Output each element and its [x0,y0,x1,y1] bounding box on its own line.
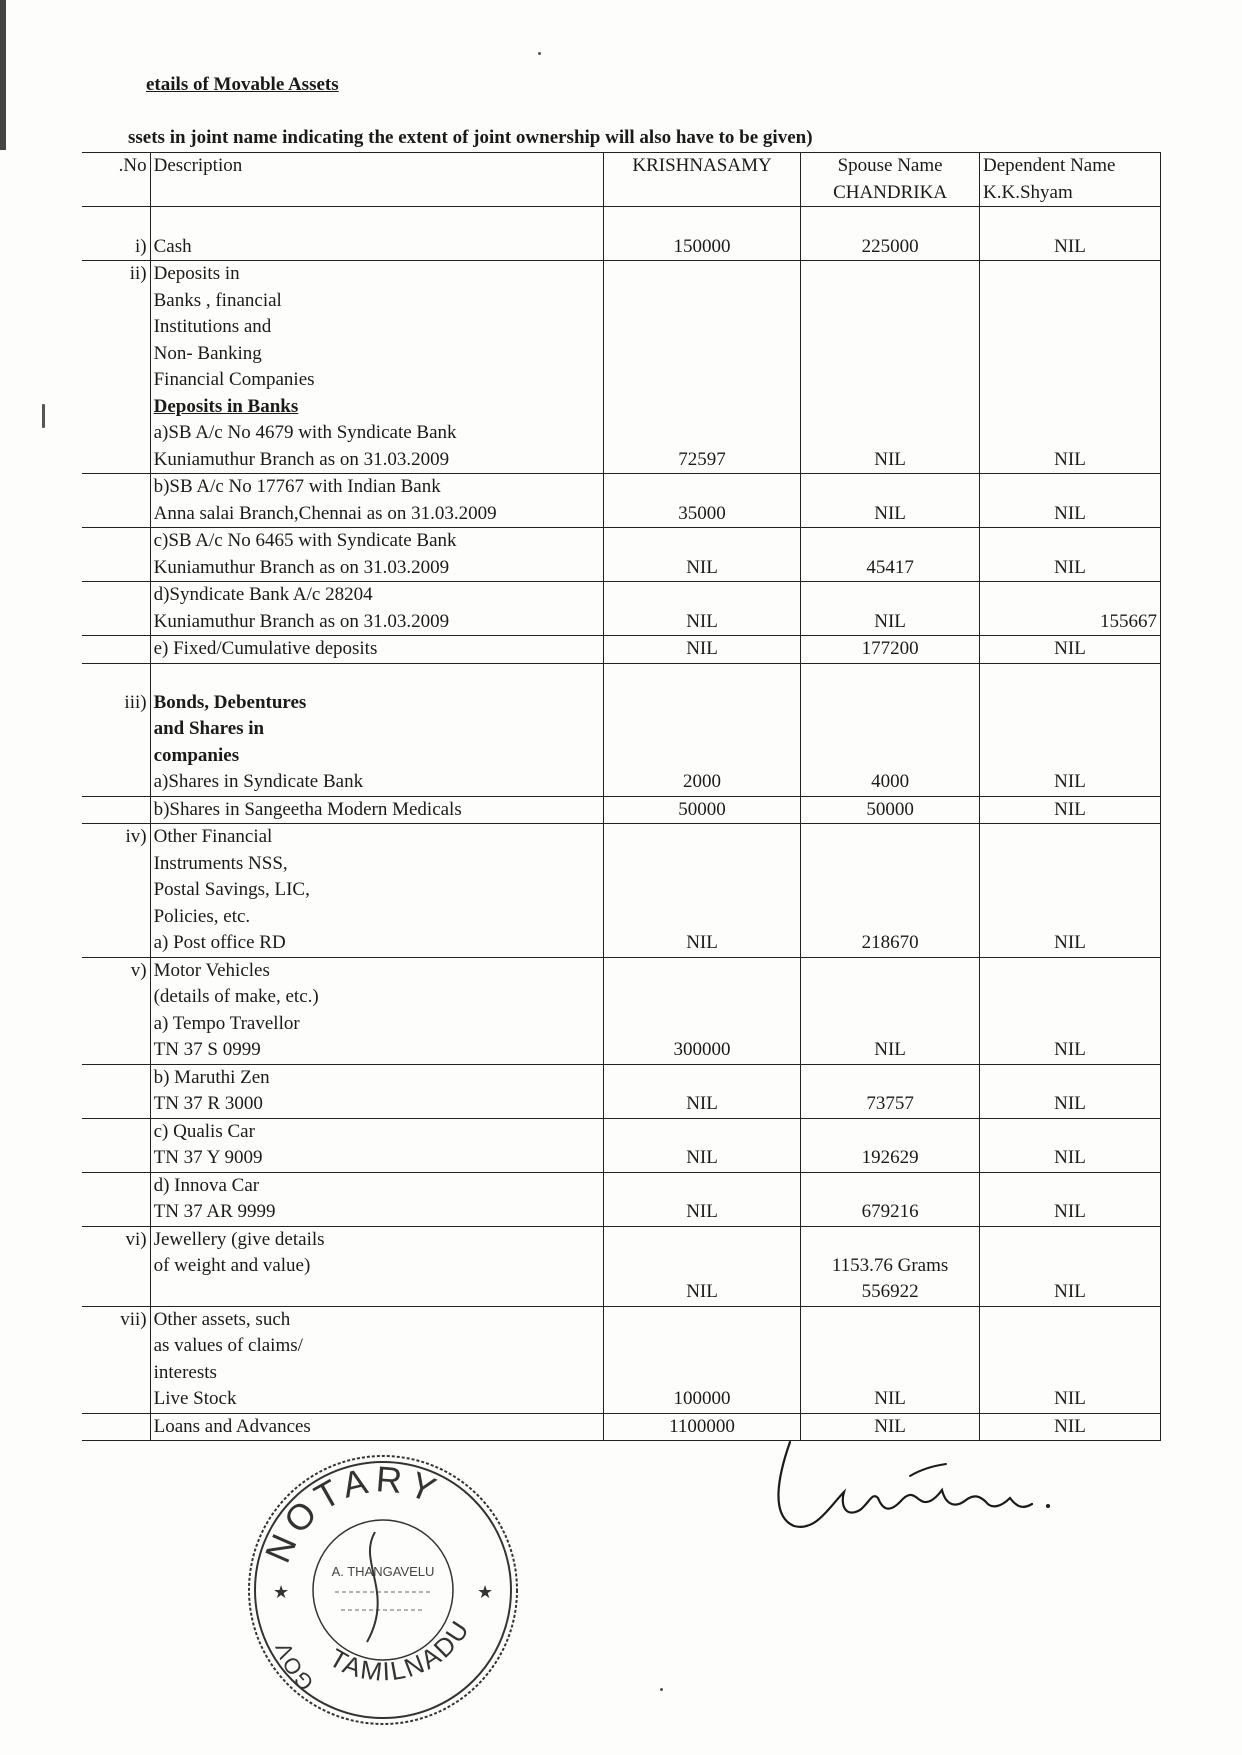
value-spouse: 218670 [801,824,980,958]
desc-line: Deposits in [153,263,240,284]
row-description [150,582,603,636]
section-heading: Bonds, Debentures [153,691,307,713]
desc-line: b)Shares in Sangeetha Modern Medicals [153,798,462,820]
value-declarant: 100000 [603,1306,800,1413]
value-declarant: NIL [603,636,800,664]
row-description [150,1226,603,1306]
row-serial-no [82,1413,150,1441]
desc-line: of weight and value) [153,1255,311,1276]
row-description [150,528,603,582]
desc-line: Instruments NSS, [153,852,288,874]
header-dependent-label: Dependent Name [983,155,1116,176]
value-declarant: NIL [603,1064,800,1118]
row-description [150,474,603,528]
table-row [82,207,1161,261]
row-serial-no [82,636,150,664]
row-serial-no: v) [82,957,150,1064]
movable-assets-table [82,152,1161,1441]
table-row [82,1226,1161,1306]
document-title: etails of Movable Assets [146,74,339,95]
row-description [150,824,603,958]
desc-line: Anna salai Branch,Chennai as on 31.03.2009 [153,502,497,524]
section-heading: and Shares in [153,718,265,739]
stamp-name: A. THANGAVELU [331,1564,435,1579]
value-spouse: 73757 [801,1064,980,1118]
desc-line: Non- Banking [153,342,262,364]
table-row [82,582,1161,636]
row-serial-no [82,1172,150,1226]
desc-line: a) Tempo Travellor [153,1012,300,1034]
table-row [82,1172,1161,1226]
row-serial-no [82,796,150,824]
row-description [150,663,603,796]
scan-edge-mark [0,0,6,150]
value-dependent: NIL [980,1226,1161,1306]
stamp-left-text: GOV [270,1639,319,1696]
row-description [150,1413,603,1441]
row-serial-no: ii) [82,261,150,474]
header-dependent [980,153,1161,207]
stamp-star-icon: ★ [477,1582,494,1602]
value-declarant: 2000 [603,663,800,796]
value-declarant: 35000 [603,474,800,528]
header-spouse-label: Spouse Name [837,155,943,176]
value-declarant: 150000 [603,207,800,261]
value-declarant: 72597 [603,261,800,474]
row-description [150,1064,603,1118]
value-spouse: 4000 [801,663,980,796]
jewellery-value: 556922 [861,1281,919,1302]
row-serial-no: vi) [82,1226,150,1306]
table-row [82,528,1161,582]
row-description [150,636,603,664]
value-dependent: NIL [980,1064,1161,1118]
header-dependent-name: K.K.Shyam [983,181,1073,203]
value-declarant: NIL [603,528,800,582]
document-subtitle: ssets in joint name indicating the extent of joint ownership will also have to be given) [128,127,813,148]
value-dependent: NIL [980,636,1161,664]
desc-line: c)SB A/c No 6465 with Syndicate Bank [153,530,457,551]
table-row [82,824,1161,958]
desc-line: Postal Savings, LIC, [153,879,310,900]
row-serial-no: iii) [82,663,150,796]
section-heading: companies [153,744,240,766]
table-row [82,1118,1161,1172]
table-row [82,636,1161,664]
value-spouse: 225000 [801,207,980,261]
value-declarant: NIL [603,1118,800,1172]
value-declarant: NIL [603,1226,800,1306]
table-row [82,1064,1161,1118]
value-dependent: NIL [980,1413,1161,1441]
notary-stamp [245,1452,521,1728]
desc-line: b) Maruthi Zen [153,1066,270,1088]
desc-line: a)Shares in Syndicate Bank [153,771,364,792]
value-dependent: NIL [980,957,1161,1064]
value-spouse: NIL [801,1306,980,1413]
desc-line: c) Qualis Car [153,1120,255,1142]
desc-line: Jewellery (give details [153,1228,325,1250]
desc-line: a)SB A/c No 4679 with Syndicate Bank [153,422,457,443]
row-description [150,796,603,824]
header-serial-no: .No [82,153,150,207]
row-serial-no: vii) [82,1306,150,1413]
value-spouse: 177200 [801,636,980,664]
value-spouse: NIL [801,582,980,636]
value-dependent: NIL [980,796,1161,824]
value-spouse: 45417 [801,528,980,582]
row-serial-no: iv) [82,824,150,958]
scan-speck [42,404,45,428]
table-header-row [82,153,1161,207]
row-description [150,261,603,474]
desc-line: b)SB A/c No 17767 with Indian Bank [153,476,441,497]
table-row [82,474,1161,528]
value-spouse: NIL [801,261,980,474]
desc-line: d) Innova Car [153,1174,260,1196]
value-spouse [801,1226,980,1306]
desc-line: Kuniamuthur Branch as on 31.03.2009 [153,556,450,578]
header-description: Description [150,153,603,207]
stamp-top-text: NOTARY [256,1458,448,1569]
stamp-bottom-text: TAMILNADU [324,1614,476,1687]
header-declarant: KRISHNASAMY [603,153,800,207]
value-declarant: NIL [603,824,800,958]
value-declarant: NIL [603,1172,800,1226]
row-description [150,1172,603,1226]
value-spouse: NIL [801,957,980,1064]
desc-line: TN 37 R 3000 [153,1093,263,1114]
desc-line: as values of claims/ [153,1335,303,1356]
desc-line: TN 37 AR 9999 [153,1201,276,1222]
header-spouse [801,153,980,207]
blank-line [154,664,600,690]
value-dependent: NIL [980,207,1161,261]
value-declarant: 50000 [603,796,800,824]
row-serial-no [82,582,150,636]
value-dependent: NIL [980,261,1161,474]
blank-line [154,1280,600,1306]
value-dependent: NIL [980,1118,1161,1172]
value-spouse: NIL [801,474,980,528]
desc-line: Other Financial [153,826,273,847]
value-dependent: NIL [980,824,1161,958]
desc-line: Kuniamuthur Branch as on 31.03.2009 [153,610,450,632]
desc-line: TN 37 Y 9009 [153,1147,263,1168]
value-spouse: NIL [801,1413,980,1441]
desc-line: Motor Vehicles [153,959,270,981]
desc-line: interests [153,1361,217,1383]
desc-line: d)Syndicate Bank A/c 28204 [153,584,373,605]
value-spouse: 192629 [801,1118,980,1172]
stamp-star-icon: ★ [273,1582,290,1602]
table-row [82,261,1161,474]
value-dependent: NIL [980,1306,1161,1413]
row-description [150,957,603,1064]
header-spouse-name: CHANDRIKA [833,181,948,203]
value-spouse: 50000 [801,796,980,824]
value-dependent: NIL [980,1172,1161,1226]
row-serial-no [82,474,150,528]
value-dependent: 155667 [980,582,1161,636]
table-row [82,1306,1161,1413]
value-declarant: NIL [603,582,800,636]
table-row [82,957,1161,1064]
desc-line: Live Stock [153,1388,237,1409]
desc-line: Institutions and [153,316,272,337]
desc-line: TN 37 S 0999 [153,1039,261,1060]
row-description [150,1118,603,1172]
section-heading: Deposits in Banks [153,395,299,417]
value-declarant: 300000 [603,957,800,1064]
desc-line: Financial Companies [153,369,315,390]
desc-line: Kuniamuthur Branch as on 31.03.2009 [153,448,450,470]
desc-line: e) Fixed/Cumulative deposits [153,638,378,659]
row-serial-no: i) [82,207,150,261]
table-row [82,796,1161,824]
signature [760,1436,1080,1546]
desc-line: Banks , financial [153,289,282,311]
value-spouse: 679216 [801,1172,980,1226]
value-dependent: NIL [980,663,1161,796]
scan-speck [660,1688,663,1691]
value-declarant: 1100000 [603,1413,800,1441]
desc-line: Loans and Advances [153,1415,311,1437]
value-dependent: NIL [980,528,1161,582]
desc-line: Cash [153,235,192,257]
jewellery-weight: 1153.76 Grams [831,1254,949,1276]
row-description [150,207,603,261]
desc-line: Other assets, such [153,1308,291,1330]
row-description [150,1306,603,1413]
table-row [82,663,1161,796]
row-serial-no [82,1118,150,1172]
desc-line: Policies, etc. [153,905,251,927]
scan-speck [538,52,541,55]
desc-line: a) Post office RD [153,932,286,953]
desc-line: (details of make, etc.) [153,986,319,1007]
row-serial-no [82,1064,150,1118]
row-serial-no [82,528,150,582]
value-dependent: NIL [980,474,1161,528]
